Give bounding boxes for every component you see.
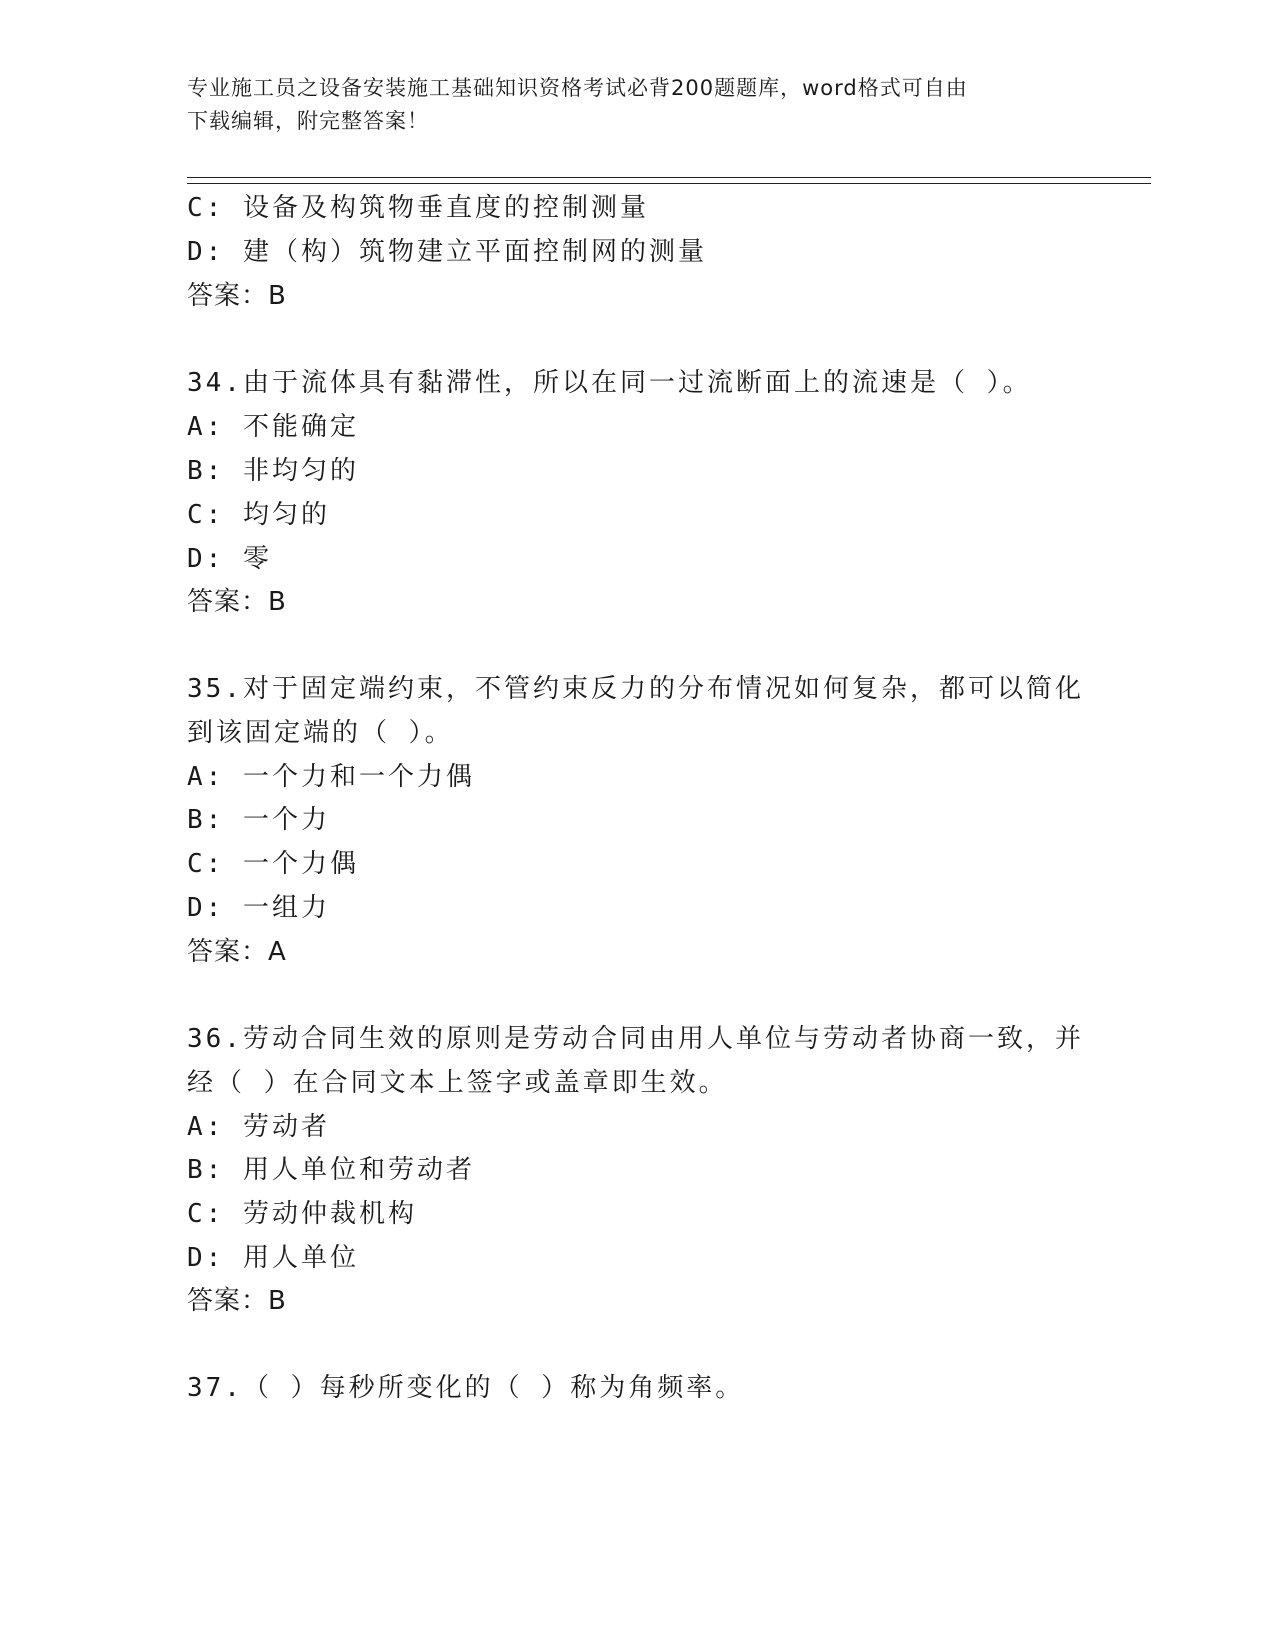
q36-option-c: C: 劳动仲裁机构 xyxy=(187,1199,417,1229)
q35-stem-line-1: 35.对于固定端约束，不管约束反力的分布情况如何复杂，都可以简化 xyxy=(187,674,1084,704)
q35-option-a: A: 一个力和一个力偶 xyxy=(187,762,475,792)
q35-option-c: C: 一个力偶 xyxy=(187,849,359,879)
prev-option-c: C: 设备及构筑物垂直度的控制测量 xyxy=(187,193,649,223)
q36-stem-line-1: 36.劳动合同生效的原则是劳动合同由用人单位与劳动者协商一致，并 xyxy=(187,1024,1084,1054)
header-title-line-2: 下载编辑，附完整答案！ xyxy=(187,109,429,133)
q34-option-b: B: 非均匀的 xyxy=(187,456,359,486)
page-header xyxy=(187,72,1087,138)
q34-option-c: C: 均匀的 xyxy=(187,500,330,530)
q34-option-d: D: 零 xyxy=(187,544,272,574)
q35-option-d: D: 一组力 xyxy=(187,893,330,923)
q34-stem: 34.由于流体具有黏滞性，所以在同一过流断面上的流速是（ ）。 xyxy=(187,368,1032,398)
q36-stem-line-2: 经（ ）在合同文本上签字或盖章即生效。 xyxy=(187,1068,728,1098)
prev-option-d: D: 建（构）筑物建立平面控制网的测量 xyxy=(187,237,707,267)
header-divider xyxy=(187,177,1151,184)
q35-option-b: B: 一个力 xyxy=(187,805,330,835)
q36-option-b: B: 用人单位和劳动者 xyxy=(187,1155,475,1185)
q35-answer: 答案：A xyxy=(187,937,287,967)
prev-answer: 答案：B xyxy=(187,281,287,311)
q37-stem: 37.（ ）每秒所变化的（ ）称为角频率。 xyxy=(187,1373,745,1403)
q36-option-d: D: 用人单位 xyxy=(187,1243,359,1273)
q34-answer: 答案：B xyxy=(187,587,287,617)
q36-answer: 答案：B xyxy=(187,1286,287,1316)
q34-option-a: A: 不能确定 xyxy=(187,412,359,442)
q35-stem-line-2: 到该固定端的（ ）。 xyxy=(187,718,454,748)
q36-option-a: A: 劳动者 xyxy=(187,1112,330,1142)
header-title-line-1: 专业施工员之设备安装施工基础知识资格考试必背200题题库，word格式可自由 xyxy=(187,76,968,100)
